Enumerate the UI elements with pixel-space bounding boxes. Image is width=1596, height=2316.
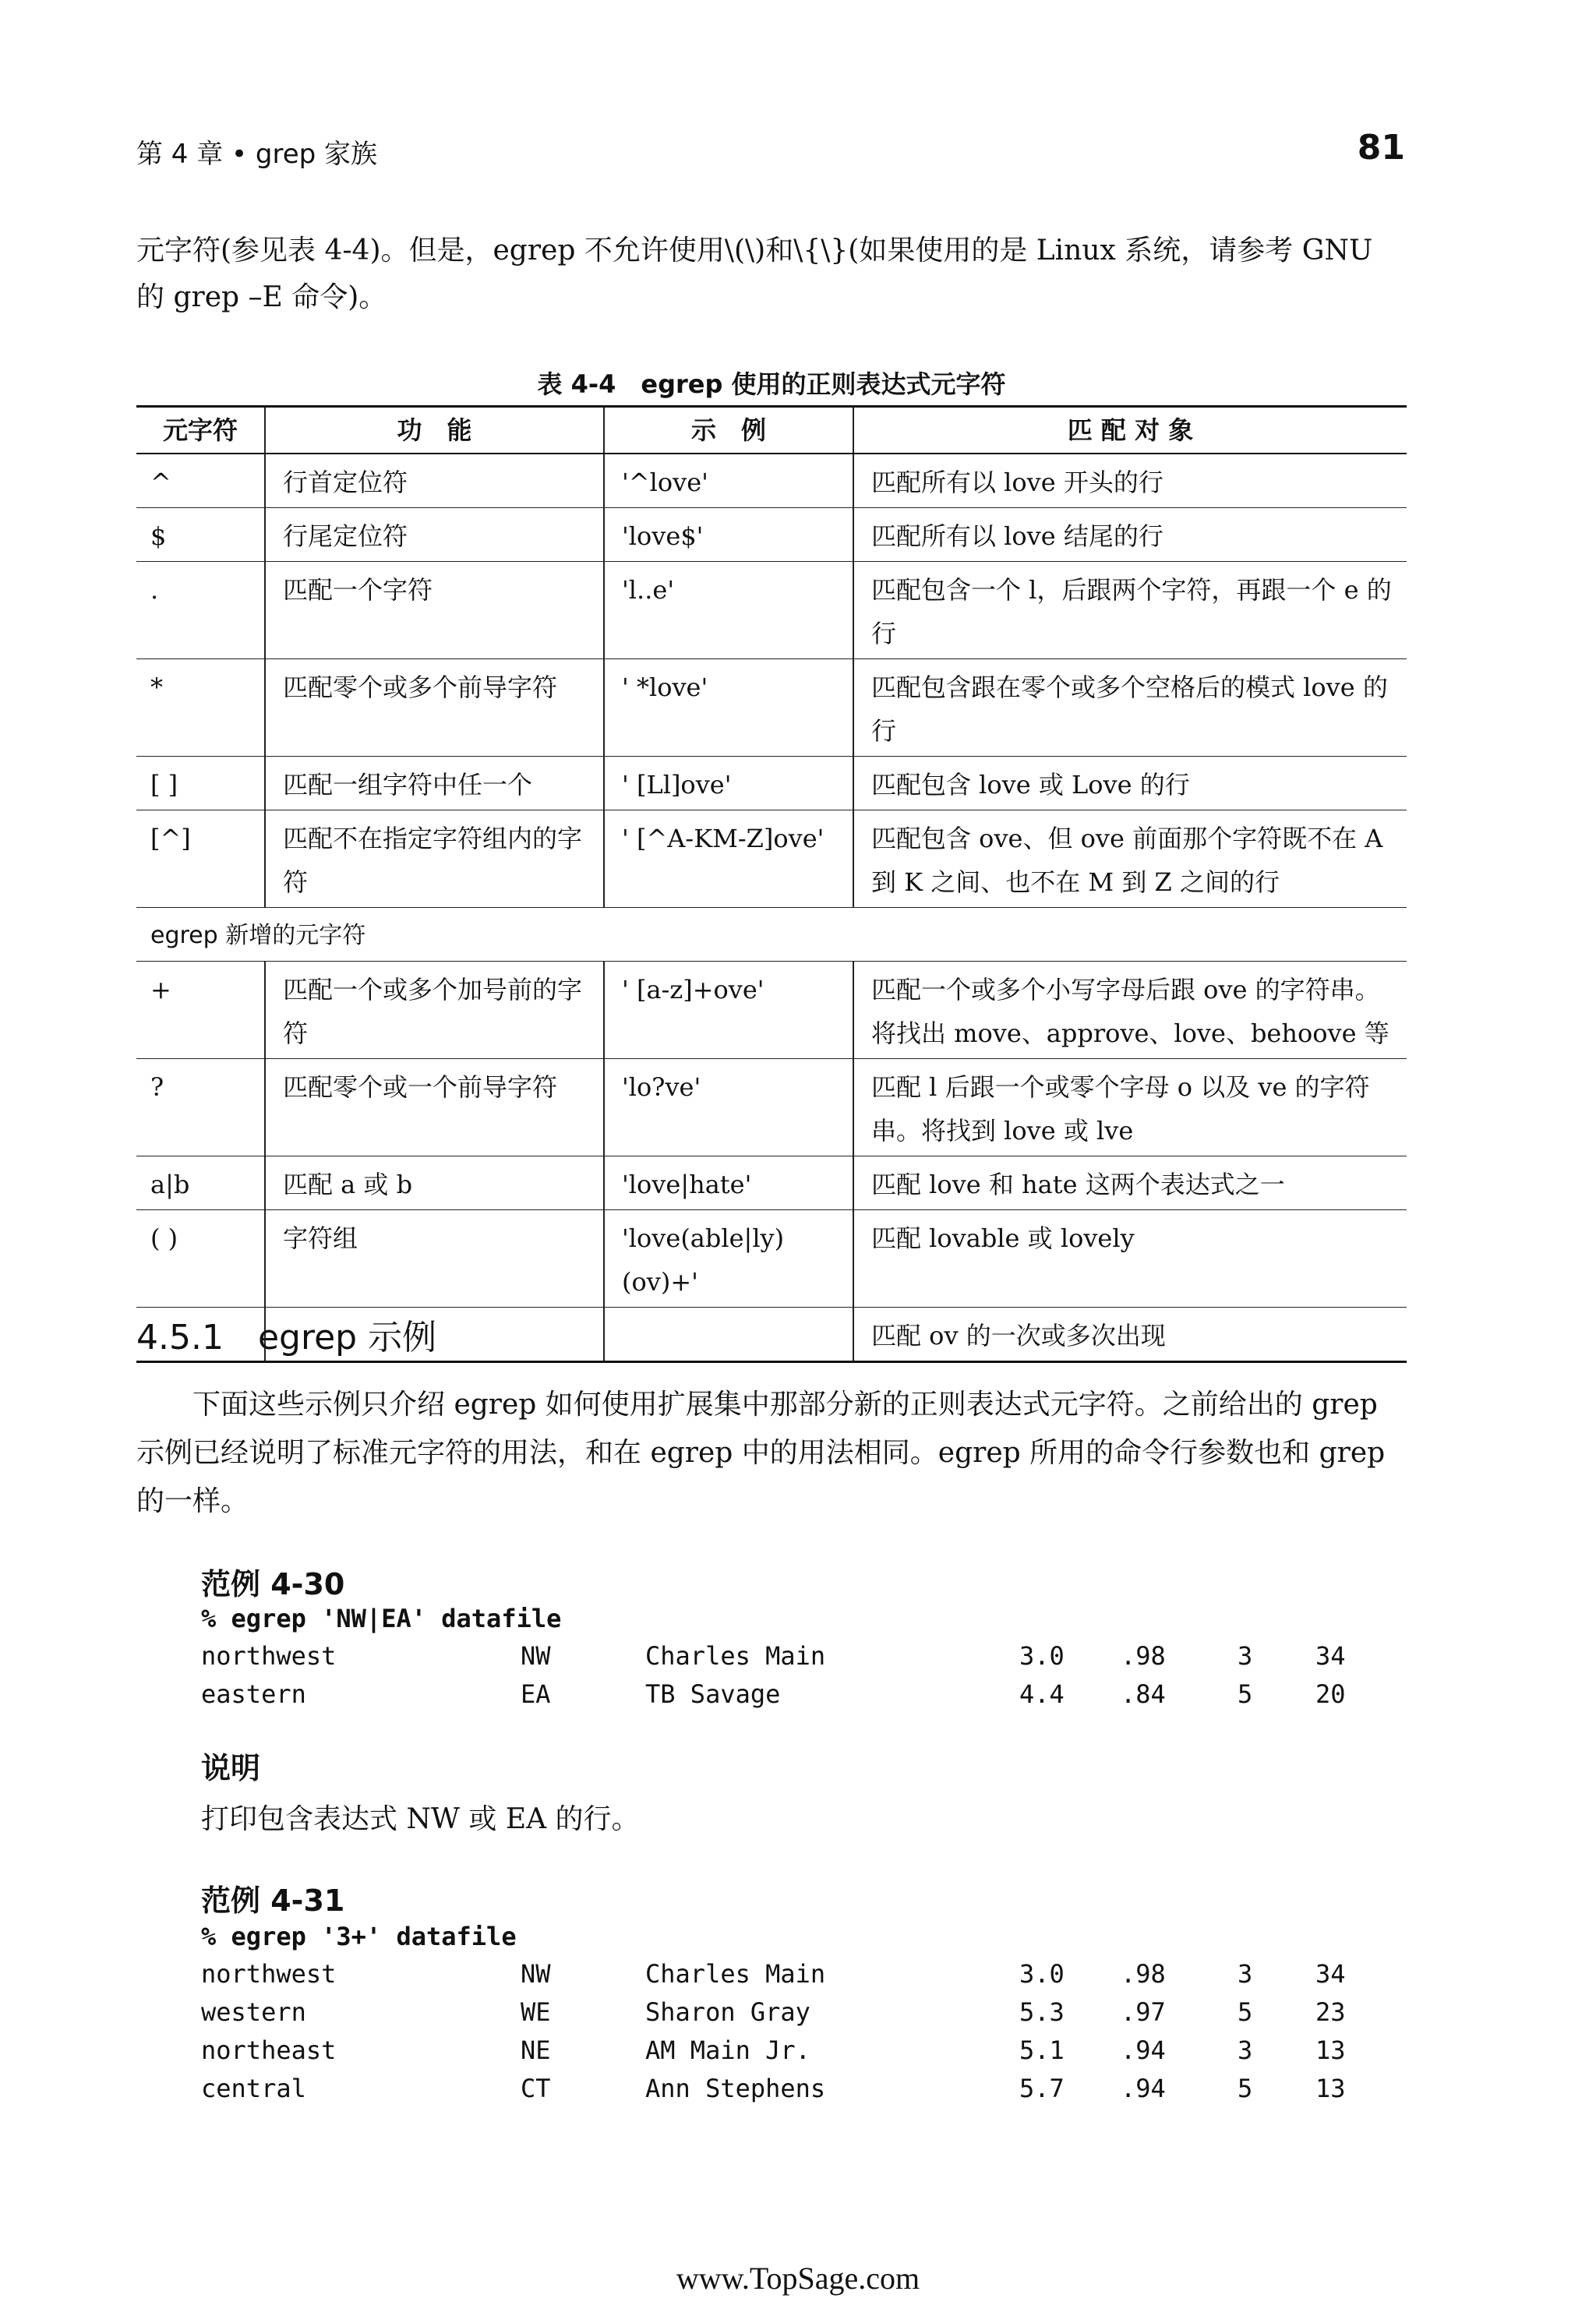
table-body-standard — [136, 454, 1407, 908]
example-title: 范例 4-31 — [201, 1884, 345, 1918]
output-field: .97 — [1121, 1997, 1166, 2027]
table-cell: 行尾定位符 — [265, 508, 604, 562]
table-row — [136, 962, 1407, 1059]
output-field: AM Main Jr. — [645, 2035, 810, 2065]
table-cell: 匹配包含 love 或 Love 的行 — [853, 757, 1407, 810]
table-row — [136, 810, 1407, 908]
table-cell: 匹配 lovable 或 lovely — [853, 1210, 1407, 1308]
table-cell: 匹配一个或多个小写字母后跟 ove 的字符串。将找出 move、approve、love、behoove 等 — [853, 962, 1407, 1059]
output-field: 5.1 — [1019, 2035, 1065, 2065]
table-cell: 匹配零个或多个前导字符 — [265, 659, 604, 757]
table-row — [136, 1210, 1407, 1308]
output-field: eastern — [201, 1679, 306, 1709]
output-field: WE — [521, 1997, 551, 2027]
example-output — [201, 1959, 1370, 2112]
output-line — [201, 2035, 1370, 2074]
explanation-label: 说明 — [201, 1751, 261, 1785]
table-cell: * — [136, 659, 265, 757]
table-cell: 匹配包含跟在零个或多个空格后的模式 love 的行 — [853, 659, 1407, 757]
output-line — [201, 1641, 1370, 1679]
output-field: .98 — [1121, 1959, 1166, 1989]
section-body: 下面这些示例只介绍 egrep 如何使用扩展集中那部分新的正则表达式元字符。之前给出的 grep 示例已经说明了标准元字符的用法，和在 egrep 中的用法相同。egrep 所用的命令行参数也和 grep 的一样。 — [136, 1389, 1386, 1517]
table-row — [136, 757, 1407, 810]
metachar-table — [136, 405, 1407, 1363]
output-field: 34 — [1315, 1641, 1346, 1671]
explanation-text: 打印包含表达式 NW 或 EA 的行。 — [201, 1803, 640, 1835]
table-cell: $ — [136, 508, 265, 562]
example-title: 范例 4-30 — [201, 1567, 345, 1601]
page-header — [136, 128, 1405, 179]
table-cell: 匹配零个或一个前导字符 — [265, 1059, 604, 1156]
output-field: NE — [521, 2035, 551, 2065]
table-cell: . — [136, 562, 265, 659]
table-cell: 'love$' — [604, 508, 853, 562]
example-command: % egrep '3+' datafile — [201, 1922, 517, 1951]
output-field: 4.4 — [1019, 1679, 1065, 1709]
output-field: 5 — [1238, 2074, 1253, 2103]
output-field: 5 — [1238, 1679, 1253, 1709]
output-field: Ann Stephens — [645, 2074, 826, 2103]
output-field: 23 — [1315, 1997, 1346, 2027]
table-cell: 匹配包含一个 l，后跟两个字符，再跟一个 e 的行 — [853, 562, 1407, 659]
table-caption: 表 4-4 egrep 使用的正则表达式元字符 — [537, 369, 1006, 399]
output-field: Sharon Gray — [645, 1997, 810, 2027]
output-line — [201, 2074, 1370, 2112]
table-row — [136, 454, 1407, 508]
output-field: 13 — [1315, 2035, 1346, 2065]
table-cell: 匹配所有以 love 结尾的行 — [853, 508, 1407, 562]
output-field: NW — [521, 1641, 551, 1671]
chapter-title: 第 4 章 • grep 家族 — [136, 139, 378, 170]
table-cell: 匹配一组字符中任一个 — [265, 757, 604, 810]
output-field: .84 — [1121, 1679, 1166, 1709]
table-row — [136, 562, 1407, 659]
output-line — [201, 1997, 1370, 2035]
output-line — [201, 1679, 1370, 1718]
table-row — [136, 1156, 1407, 1210]
table-header-row — [136, 407, 1407, 454]
table-cell: ' [Ll]ove' — [604, 757, 853, 810]
output-field: 3 — [1238, 1641, 1253, 1671]
output-field: .94 — [1121, 2035, 1166, 2065]
header-cell: 功 能 — [265, 407, 604, 454]
table-cell: [ ] — [136, 757, 265, 810]
output-field: Charles Main — [645, 1959, 826, 1989]
table-row — [136, 659, 1407, 757]
output-field: .94 — [1121, 2074, 1166, 2103]
table-cell — [604, 1308, 853, 1362]
table-cell: 匹配 love 和 hate 这两个表达式之一 — [853, 1156, 1407, 1210]
table-cell: 匹配不在指定字符组内的字符 — [265, 810, 604, 908]
table-cell: 'love(able|ly)(ov)+' — [604, 1210, 853, 1308]
header-cell: 匹 配 对 象 — [853, 407, 1407, 454]
table-cell: ' *love' — [604, 659, 853, 757]
table-cell: ( ) — [136, 1210, 265, 1308]
output-field: Charles Main — [645, 1641, 826, 1671]
output-field: EA — [521, 1679, 551, 1709]
example-command: % egrep 'NW|EA' datafile — [201, 1604, 562, 1633]
output-field: 3.0 — [1019, 1641, 1065, 1671]
table-cell: 匹配 a 或 b — [265, 1156, 604, 1210]
output-field: northwest — [201, 1959, 337, 1989]
output-field: northeast — [201, 2035, 337, 2065]
table-cell: 行首定位符 — [265, 454, 604, 508]
output-field: 5.3 — [1019, 1997, 1065, 2027]
header-cell: 元字符 — [136, 407, 265, 454]
table-cell: ? — [136, 1059, 265, 1156]
table-body-extended — [136, 962, 1407, 1362]
table-cell: 字符组 — [265, 1210, 604, 1308]
output-field: 3 — [1238, 1959, 1253, 1989]
table-cell: + — [136, 962, 265, 1059]
output-field: 34 — [1315, 1959, 1346, 1989]
table-cell: ' [^A-KM-Z]ove' — [604, 810, 853, 908]
table-cell: 'lo?ve' — [604, 1059, 853, 1156]
group-row — [136, 908, 1407, 962]
output-field: 3.0 — [1019, 1959, 1065, 1989]
output-field: CT — [521, 2074, 551, 2103]
table-cell: 匹配 l 后跟一个或零个字母 o 以及 ve 的字符串。将找到 love 或 lve — [853, 1059, 1407, 1156]
table-cell: 匹配 ov 的一次或多次出现 — [853, 1308, 1407, 1362]
table-cell: ' [a-z]+ove' — [604, 962, 853, 1059]
output-field: 13 — [1315, 2074, 1346, 2103]
table-cell: '^love' — [604, 454, 853, 508]
table-cell: 匹配一个或多个加号前的字符 — [265, 962, 604, 1059]
page-number: 81 — [1357, 128, 1405, 168]
section-title: 4.5.1 egrep 示例 — [136, 1318, 437, 1357]
output-field: 3 — [1238, 2035, 1253, 2065]
output-line — [201, 1959, 1370, 1997]
output-field: 20 — [1315, 1679, 1346, 1709]
intro-paragraph: 元字符(参见表 4-4)。但是，egrep 不允许使用\(\)和\{\}(如果使用的是 Linux 系统，请参考 GNU 的 grep –E 命令)。 — [136, 235, 1373, 313]
output-field: northwest — [201, 1641, 337, 1671]
header-cell: 示 例 — [604, 407, 853, 454]
output-field: NW — [521, 1959, 551, 1989]
table-cell: ^ — [136, 454, 265, 508]
footer-url: www.TopSage.com — [676, 2261, 920, 2296]
table-row — [136, 508, 1407, 562]
table-cell: 匹配所有以 love 开头的行 — [853, 454, 1407, 508]
output-field: central — [201, 2074, 306, 2103]
table-cell: 'l..e' — [604, 562, 853, 659]
table-cell: 匹配包含 ove、但 ove 前面那个字符既不在 A 到 K 之间、也不在 M 到 Z 之间的行 — [853, 810, 1407, 908]
table-row — [136, 1059, 1407, 1156]
table-cell: a|b — [136, 1156, 265, 1210]
output-field: .98 — [1121, 1641, 1166, 1671]
table-cell: 匹配一个字符 — [265, 562, 604, 659]
output-field: 5.7 — [1019, 2074, 1065, 2103]
output-field: 5 — [1238, 1997, 1253, 2027]
table-cell: [^] — [136, 810, 265, 908]
output-field: western — [201, 1997, 306, 2027]
output-field: TB Savage — [645, 1679, 781, 1709]
table-cell: 'love|hate' — [604, 1156, 853, 1210]
example-output — [201, 1641, 1370, 1718]
group-label: egrep 新增的元字符 — [136, 908, 1407, 962]
